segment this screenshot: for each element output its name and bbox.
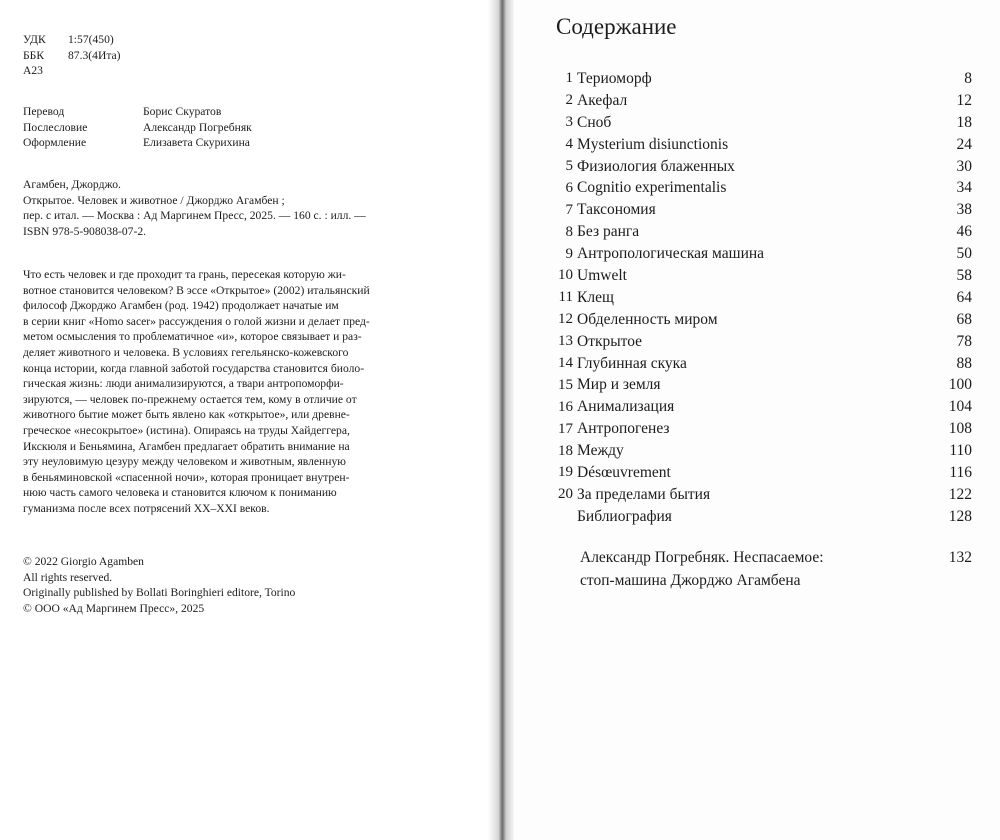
toc-chapter-title: Обделенность миром — [577, 310, 718, 328]
toc-page-number: 30 — [956, 157, 972, 175]
abstract-line: в серии книг «Homo sacer» рассуждения о голой жизни и делает пред- — [23, 314, 370, 328]
afterword-page: 132 — [948, 549, 972, 566]
copyright-line: © 2022 Giorgio Agamben — [23, 555, 144, 568]
abstract-line: метом осмысления то проблематичное «и», которое связывает и раз- — [23, 330, 362, 344]
toc-entry — [550, 112, 972, 134]
class-key: А23 — [23, 64, 43, 78]
toc-number: 16 — [558, 398, 573, 415]
toc-entry — [550, 177, 972, 199]
classification-row — [23, 32, 121, 48]
copyright-line: © ООО «Ад Маргинем Пресс», 2025 — [23, 601, 205, 615]
toc-number: 9 — [565, 245, 573, 262]
toc-page-number: 12 — [956, 91, 972, 109]
table-of-contents — [550, 68, 972, 528]
toc-chapter-title: Cognitio experimentalis — [577, 179, 727, 197]
afterword-title — [580, 546, 922, 592]
toc-number: 3 — [565, 114, 573, 131]
toc-entry — [550, 156, 972, 178]
book-spine-shadow — [488, 0, 514, 840]
toc-number: 19 — [558, 464, 573, 481]
toc-page-number: 38 — [956, 201, 972, 219]
toc-title: Содержание — [556, 14, 677, 39]
class-value: 87.3(4Ита) — [68, 48, 121, 62]
toc-number: 5 — [565, 158, 573, 174]
toc-chapter-title: За пределами бытия — [577, 485, 711, 503]
toc-entry — [550, 506, 972, 528]
toc-entry — [550, 287, 972, 309]
toc-entry — [550, 396, 972, 418]
abstract-line: Икскюля и Беньямина, Агамбен предлагает обратить внимание на — [23, 439, 350, 453]
abstract-line: Что есть человек и где проходит та грань, пересекая которую жи- — [23, 268, 346, 281]
toc-page-number: 50 — [956, 245, 972, 263]
toc-entry — [550, 462, 972, 484]
toc-chapter-title: Библиография — [577, 507, 672, 525]
toc-page-number: 104 — [948, 398, 972, 416]
abstract-line: гическая жизнь: люди анимализируются, а твари антропоморфи- — [23, 377, 344, 391]
toc-chapter-title: Физиология блаженных — [577, 157, 735, 175]
credit-name: Александр Погребняк — [143, 120, 252, 134]
toc-chapter-title: Глубинная скука — [577, 354, 687, 372]
toc-entry — [550, 134, 972, 156]
abstract-line: гуманизма после всех потрясений XX–XXI веков. — [23, 501, 270, 515]
toc-page-number: 128 — [948, 507, 972, 525]
toc-number: 17 — [558, 420, 573, 437]
catalog-line: Агамбен, Джорджо. — [23, 178, 121, 191]
toc-chapter-title: Таксономия — [577, 201, 656, 219]
toc-entry — [550, 68, 972, 90]
toc-entry — [550, 309, 972, 331]
toc-number: 2 — [565, 92, 573, 109]
classification-row — [23, 63, 121, 79]
toc-entry — [550, 265, 972, 287]
credit-role: Перевод — [23, 105, 65, 118]
toc-page-number: 122 — [948, 485, 972, 503]
credit-row — [23, 104, 252, 120]
toc-number: 8 — [565, 223, 573, 240]
toc-chapter-title: Между — [577, 442, 624, 460]
copyright-line: All rights reserved. — [23, 570, 113, 584]
toc-chapter-title: Сноб — [577, 113, 612, 131]
credit-row — [23, 120, 252, 136]
credit-role: Оформление — [23, 136, 87, 150]
toc-chapter-title: Антропогенез — [577, 420, 670, 438]
toc-chapter-title: Umwelt — [577, 266, 627, 284]
copyright-block — [23, 554, 295, 616]
toc-page-number: 34 — [956, 179, 972, 197]
toc-entry — [550, 374, 972, 396]
toc-number: 12 — [558, 311, 573, 328]
abstract-line: конца истории, когда главной заботой государства становится биоло- — [23, 361, 365, 375]
toc-page-number: 24 — [956, 135, 972, 153]
copyright-line: Originally published by Bollati Boringhieri editore, Torino — [23, 586, 296, 600]
toc-entry — [550, 440, 972, 462]
toc-page-number: 100 — [948, 376, 972, 394]
class-value: 1:57(450) — [68, 33, 114, 46]
toc-entry — [550, 199, 972, 221]
toc-page-number: 88 — [956, 354, 972, 372]
toc-number: 10 — [558, 267, 573, 284]
credit-row — [23, 135, 252, 151]
toc-number: 13 — [558, 333, 573, 350]
toc-number: 1 — [565, 70, 573, 87]
toc-entry — [550, 418, 972, 440]
classification-row — [23, 48, 121, 64]
toc-number: 20 — [558, 486, 573, 503]
toc-entry — [550, 243, 972, 265]
class-key: УДК — [23, 33, 46, 46]
toc-entry — [550, 221, 972, 243]
abstract-line: нюю часть самого человека и становится ключом к пониманию — [23, 486, 337, 500]
credit-name: Елизавета Скурихина — [143, 136, 250, 150]
toc-page-number: 64 — [956, 288, 972, 306]
toc-chapter-title: Мир и земля — [577, 376, 661, 394]
toc-chapter-title: Антропологическая машина — [577, 245, 765, 263]
toc-entry — [550, 353, 972, 375]
abstract-line: вотное становится человеком? В эссе «Открытое» (2002) итальянский — [23, 283, 370, 297]
abstract-line: эту неуловимую цезуру между человеком и животным, явленную — [23, 455, 346, 469]
toc-number: 6 — [565, 179, 573, 196]
abstract-line: деляет животного и человека. В условиях гегельянско-кожевского — [23, 345, 349, 359]
abstract-line: животного бытие может быть явлено как «открытое», или древне- — [23, 408, 350, 422]
afterword-line: Александр Погребняк. Неспасаемое: — [580, 549, 824, 566]
toc-chapter-title: Без ранга — [577, 223, 640, 241]
toc-chapter-title: Mysterium disiunctionis — [577, 135, 729, 153]
toc-number: 4 — [565, 136, 573, 153]
toc-page-number: 110 — [949, 442, 972, 460]
toc-chapter-title: Клещ — [577, 288, 614, 306]
toc-page-number: 18 — [956, 113, 972, 131]
abstract-line: греческое «несокрытое» (истина). Опираясь на труды Хайдеггера, — [23, 423, 350, 437]
catalog-line: Открытое. Человек и животное / Джорджо Агамбен ; — [23, 193, 285, 207]
abstract — [23, 267, 370, 517]
abstract-line: в беньяминовской «спасенной ночи», которая проницает внутрен- — [23, 470, 350, 484]
toc-number: 14 — [558, 355, 573, 372]
abstract-line: зируются, — человек по-прежнему остается тем, кому в отличие от — [23, 392, 357, 406]
catalog-line: пер. с итал. — Москва : Ад Маргинем Пресс, 2025. — 160 с. : илл. — — [23, 209, 366, 223]
toc-page-number: 108 — [948, 420, 972, 438]
catalog-line: ISBN 978-5-908038-07-2. — [23, 224, 147, 238]
afterword-line: стоп-машина Джорджо Агамбена — [580, 572, 801, 589]
class-key: ББК — [23, 48, 45, 62]
toc-page-number: 46 — [956, 223, 972, 241]
toc-page-number: 68 — [956, 310, 972, 328]
toc-number: 11 — [558, 289, 573, 306]
toc-chapter-title: Териоморф — [577, 69, 652, 87]
toc-afterword-entry — [580, 546, 972, 592]
toc-number: 15 — [558, 376, 573, 393]
toc-page-number: 78 — [956, 332, 972, 350]
catalog-entry — [23, 177, 366, 239]
credit-role: Послесловие — [23, 120, 88, 134]
left-page — [0, 0, 498, 840]
toc-page-number: 58 — [956, 266, 972, 284]
classification-block — [23, 32, 121, 79]
toc-entry — [550, 484, 972, 506]
credit-name: Борис Скуратов — [143, 105, 222, 118]
toc-chapter-title: Открытое — [577, 332, 643, 350]
toc-chapter-title: Désœuvrement — [577, 463, 671, 481]
toc-entry — [550, 90, 972, 112]
toc-number: 18 — [558, 442, 573, 459]
abstract-line: философ Джорджо Агамбен (род. 1942) продолжает начатые им — [23, 299, 339, 313]
toc-chapter-title: Акефал — [577, 91, 628, 109]
toc-number: 7 — [565, 201, 573, 218]
toc-page-number: 8 — [964, 69, 972, 87]
toc-page-number: 116 — [949, 463, 972, 481]
toc-entry — [550, 331, 972, 353]
credits-block — [23, 104, 252, 151]
toc-chapter-title: Анимализация — [577, 398, 675, 416]
